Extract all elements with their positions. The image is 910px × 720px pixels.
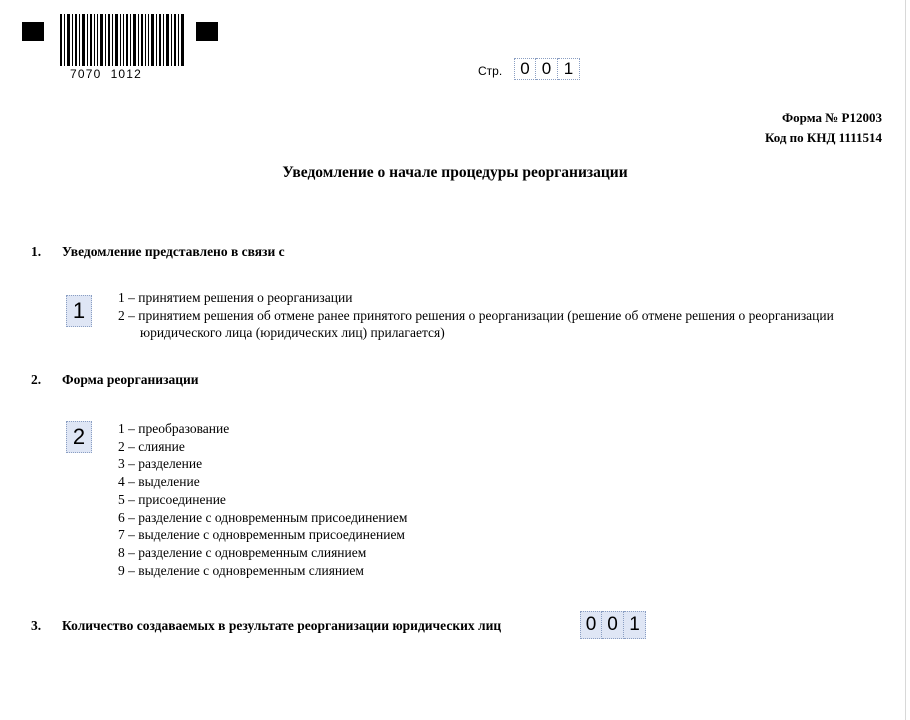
list-item: 6 – разделение с одновременным присоединением xyxy=(118,509,408,525)
section-2-number: 2. xyxy=(31,372,42,387)
list-item: 2 – принятием решения об отмене ранее принятого решения о реорганизации (решение об отмене решения о реорганизации юридического лица (юридических лиц) прилагается) xyxy=(118,307,834,341)
corner-marker-left xyxy=(22,22,44,41)
count-digit-cell: 0 xyxy=(580,611,602,639)
page-digit-cell: 0 xyxy=(536,58,558,80)
knd-code: Код по КНД 1111514 xyxy=(764,130,882,145)
list-item: 8 – разделение с одновременным слиянием xyxy=(118,544,367,560)
list-item: 7 – выделение с одновременным присоединением xyxy=(118,527,405,543)
form-info xyxy=(765,108,882,148)
section-2-heading: Форма реорганизации xyxy=(62,372,199,387)
form-number: Форма № Р12003 xyxy=(782,110,882,125)
section-1-number: 1. xyxy=(31,244,42,259)
entity-count-field[interactable] xyxy=(580,611,646,639)
list-item: 2 – слияние xyxy=(118,438,185,454)
barcode-icon xyxy=(60,14,184,66)
section-1-options xyxy=(118,289,838,342)
section-1-value-field[interactable]: 1 xyxy=(66,295,92,327)
section-3-number: 3. xyxy=(31,618,42,633)
list-item: 1 – преобразование xyxy=(118,421,230,436)
section-3-heading: Количество создаваемых в результате реорганизации юридических лиц xyxy=(62,618,502,633)
corner-marker-right xyxy=(196,22,218,41)
count-digit-cell: 0 xyxy=(602,611,624,639)
list-item: 3 – разделение xyxy=(118,456,203,472)
section-1-heading: Уведомление представлено в связи с xyxy=(62,244,285,259)
document-title: Уведомление о начале процедуры реорганизации xyxy=(282,164,628,181)
list-item: 5 – присоединение xyxy=(118,491,226,507)
section-2-options xyxy=(118,420,407,579)
section-2-value-field[interactable]: 2 xyxy=(66,421,92,453)
page-number-field[interactable] xyxy=(514,58,580,80)
list-item: 1 – принятием решения о реорганизации xyxy=(118,290,353,305)
count-digit-cell: 1 xyxy=(624,611,646,639)
barcode-number: 7070 1012 xyxy=(70,67,143,81)
list-item: 4 – выделение xyxy=(118,474,200,490)
page-digit-cell: 0 xyxy=(514,58,536,80)
list-item: 9 – выделение с одновременным слиянием xyxy=(118,562,364,578)
page-digit-cell: 1 xyxy=(558,58,580,80)
page-label: Стр. xyxy=(478,64,503,78)
